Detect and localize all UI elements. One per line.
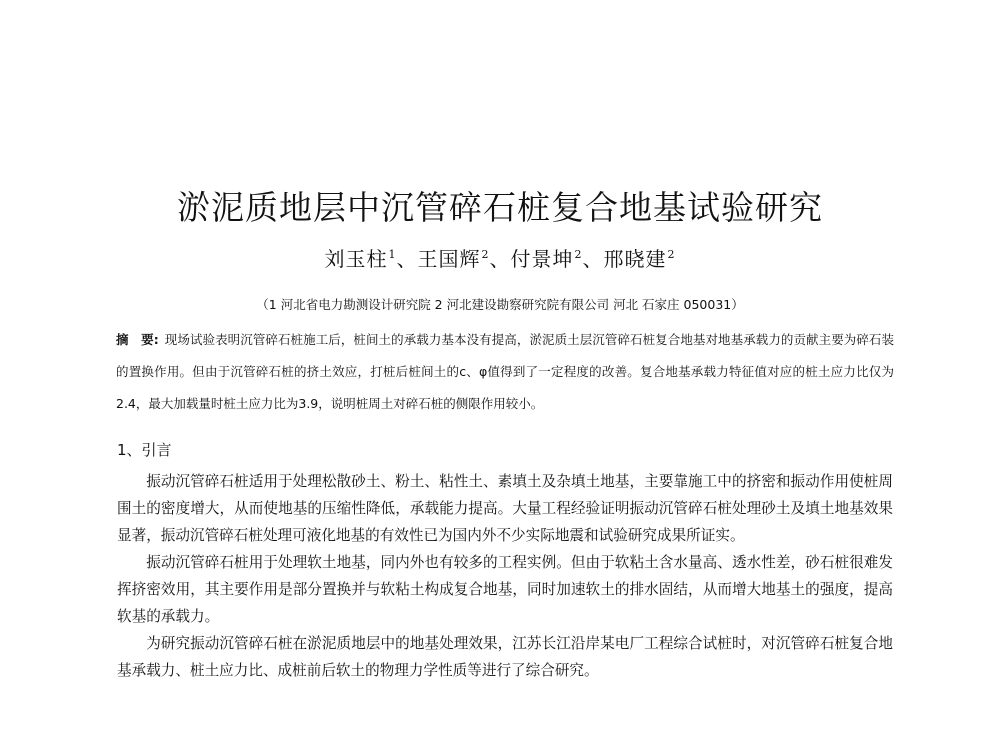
introduction-body: [117, 468, 893, 684]
author-affiliation-mark: 2: [667, 248, 676, 261]
author-affiliation-mark: 2: [481, 248, 490, 261]
paragraph: 为研究振动沉管碎石桩在淤泥质地层中的地基处理效果，江苏长江沿岸某电厂工程综合试桩时，对沉管碎石桩复合地基承载力、桩土应力比、成桩前后软土的物理力学性质等进行了综合研究。: [117, 635, 893, 679]
author-3: [511, 247, 604, 271]
paragraph: 振动沉管碎石桩适用于处理松散砂土、粉土、粘性土、素填土及杂填土地基，主要靠施工中的挤密和振动作用使桩周围土的密度增大，从而使地基的压缩性降低，承载能力提高。大量工程经验证明振动沉管碎石桩处理砂土及填土地基效果显著，振动沉管碎石桩处理可液化地基的有效性已为国内外不少实际地震和试验研究成果所证实。: [117, 473, 893, 544]
author-name: 刘玉柱: [324, 247, 388, 271]
affiliation-line: （1 河北省电力勘测设计研究院 2 河北建设勘察研究院有限公司 河北 石家庄 050031）: [256, 297, 744, 312]
section-heading-introduction: 1、引言: [117, 441, 172, 459]
author-separator: 、: [489, 247, 511, 271]
author-name: 付景坤: [510, 247, 574, 271]
author-1: [325, 247, 418, 271]
author-name: 王国辉: [417, 247, 481, 271]
author-4: [604, 247, 676, 271]
author-separator: 、: [582, 247, 604, 271]
author-affiliation-mark: 1: [388, 248, 397, 261]
author-2: [418, 247, 511, 271]
abstract-block: [116, 324, 894, 420]
abstract-label: 摘 要:: [116, 332, 159, 347]
author-list: [0, 240, 1000, 274]
author-name: 邢晓建: [603, 247, 667, 271]
author-affiliation-mark: 2: [574, 248, 583, 261]
paragraph: 振动沉管碎石桩用于处理软土地基，同内外也有较多的工程实例。但由于软粘土含水量高、透水性差，砂石桩很难发挥挤密效用，其主要作用是部分置换并与软粘土构成复合地基，同时加速软土的排水固结，从而增大地基土的强度，提高软基的承载力。: [117, 554, 893, 625]
paper-title: 淤泥质地层中沉管碎石桩复合地基试验研究: [177, 188, 823, 228]
abstract-text: 现场试验表明沉管碎石桩施工后，桩间土的承载力基本没有提高，淤泥质土层沉管碎石桩复合地基对地基承载力的贡献主要为碎石装的置换作用。但由于沉管碎石桩的挤土效应，打桩后桩间土的c、φ值得到了一定程度的改善。复合地基承载力特征值对应的桩土应力比仅为2.4，最大加载量时桩土应力比为3.9，说明桩周土对碎石桩的侧限作用较小。: [116, 332, 895, 411]
author-separator: 、: [396, 247, 418, 271]
